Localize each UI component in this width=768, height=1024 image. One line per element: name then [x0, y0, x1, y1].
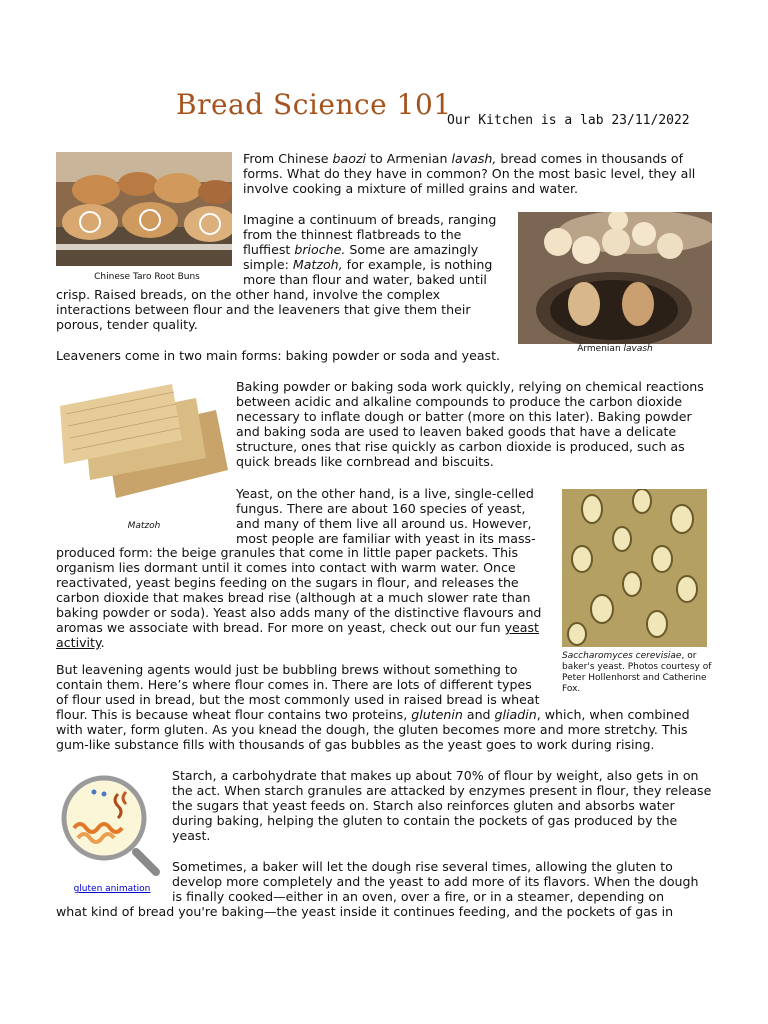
yeast-paragraph-tail: produced form: the beige granules that come in little paper packets. This organism lies dormant until it comes into contact with warm water. Once reactivated, yeast begins feeding on the sugars in flour, and releases the carbon dioxide that makes bread rise (although at a much slower rate than baking powder or soda). Yeast also adds many of the distinctive flavours and aromas we associate with bread. For more on yeast, check out our fun yeast activity.: [56, 545, 542, 650]
gluten-animation-caption: [56, 884, 168, 895]
yeast-micrograph-photo: [562, 489, 707, 647]
intro-paragraph: From Chinese baozi to Armenian lavash, bread comes in thousands of forms. What do they have in common? On the most basic level, they all involve cooking a mixture of milled grains and water.: [243, 151, 696, 196]
flour-paragraph-head: But leavening agents would just be bubbling brews without something to contain them. Here’s where flour comes in. There are lots of different types of flour used in bread, but the most commonly used in raised bread is wheat: [56, 662, 540, 707]
armenian-lavash-photo: [518, 212, 712, 344]
rising-paragraph-head: Sometimes, a baker will let the dough rise several times, allowing the gluten to develop more completely and the yeast to add more of its flavors. When the dough is finally cooked—either in an oven, over a fire, or in a steamer, depending on: [172, 859, 699, 904]
page-subtitle: Our Kitchen is a lab 23/11/2022: [447, 113, 690, 128]
matzoh-caption: Matzoh: [127, 521, 161, 531]
page-title: Bread Science 101: [176, 88, 452, 121]
taro-buns-photo: [56, 152, 232, 266]
matzoh-photo: [56, 380, 232, 510]
leaveners-paragraph: Leaveners come in two main forms: baking powder or soda and yeast.: [56, 348, 501, 363]
starch-paragraph: Starch, a carbohydrate that makes up about 70% of flour by weight, also gets in on the act. When starch granules are attacked by enzymes present in flour, they release the sugars that yeast feeds on. Starch also reinforces gluten and absorbs water during baking, helping the gluten to contain the pockets of gas produced by the yeast.: [172, 768, 712, 843]
baking-powder-paragraph: Baking powder or baking soda work quickly, relying on chemical reactions between acidic and alkaline compounds to produce the carbon dioxide necessary to inflate dough or batter (more on this later). Baking powder and baking soda are used to leaven baked goods that have a delicate structure, ones that rise quickly as carbon dioxide is produced, such as quick breads like cornbread and biscuits.: [236, 379, 704, 469]
taro-buns-caption: Chinese Taro Root Buns: [94, 272, 200, 282]
yeast-paragraph-head: Yeast, on the other hand, is a live, single-celled fungus. There are about 160 species of yeast, and many of them live all around us. However, most people are familiar with yeast in its mass-: [236, 486, 536, 546]
rising-paragraph-tail: what kind of bread you're baking—the yeast inside it continues feeding, and the pockets of gas in: [56, 904, 674, 919]
yeast-activity-link[interactable]: yeast activity: [56, 620, 539, 650]
flour-paragraph-tail: flour. This is because wheat flour contains two proteins, glutenin and gliadin, which, when combined with water, form gluten. As you knead the dough, the gluten becomes more and more stretchy. This gum-like substance fills with thousands of gas bubbles as the yeast goes to work during rising.: [56, 707, 690, 752]
gluten-magnifier-illustration: [58, 772, 162, 876]
gluten-animation-link[interactable]: gluten animation: [73, 884, 151, 894]
continuum-paragraph-tail: crisp. Raised breads, on the other hand, involve the complex interactions between flour and the leaveners that give them their porous, tender quality.: [56, 287, 471, 332]
yeast-caption: Saccharomyces cerevisiae, or baker's yeast. Photos courtesy of Peter Hollenhorst and Catherine Fox.: [562, 651, 712, 694]
continuum-paragraph-head: Imagine a continuum of breads, ranging from the thinnest flatbreads to the fluffiest brioche. Some are amazingly simple: Matzoh, for example, is nothing more than flour and water, baked until: [243, 212, 497, 287]
lavash-caption: Armenian lavash: [577, 344, 653, 354]
